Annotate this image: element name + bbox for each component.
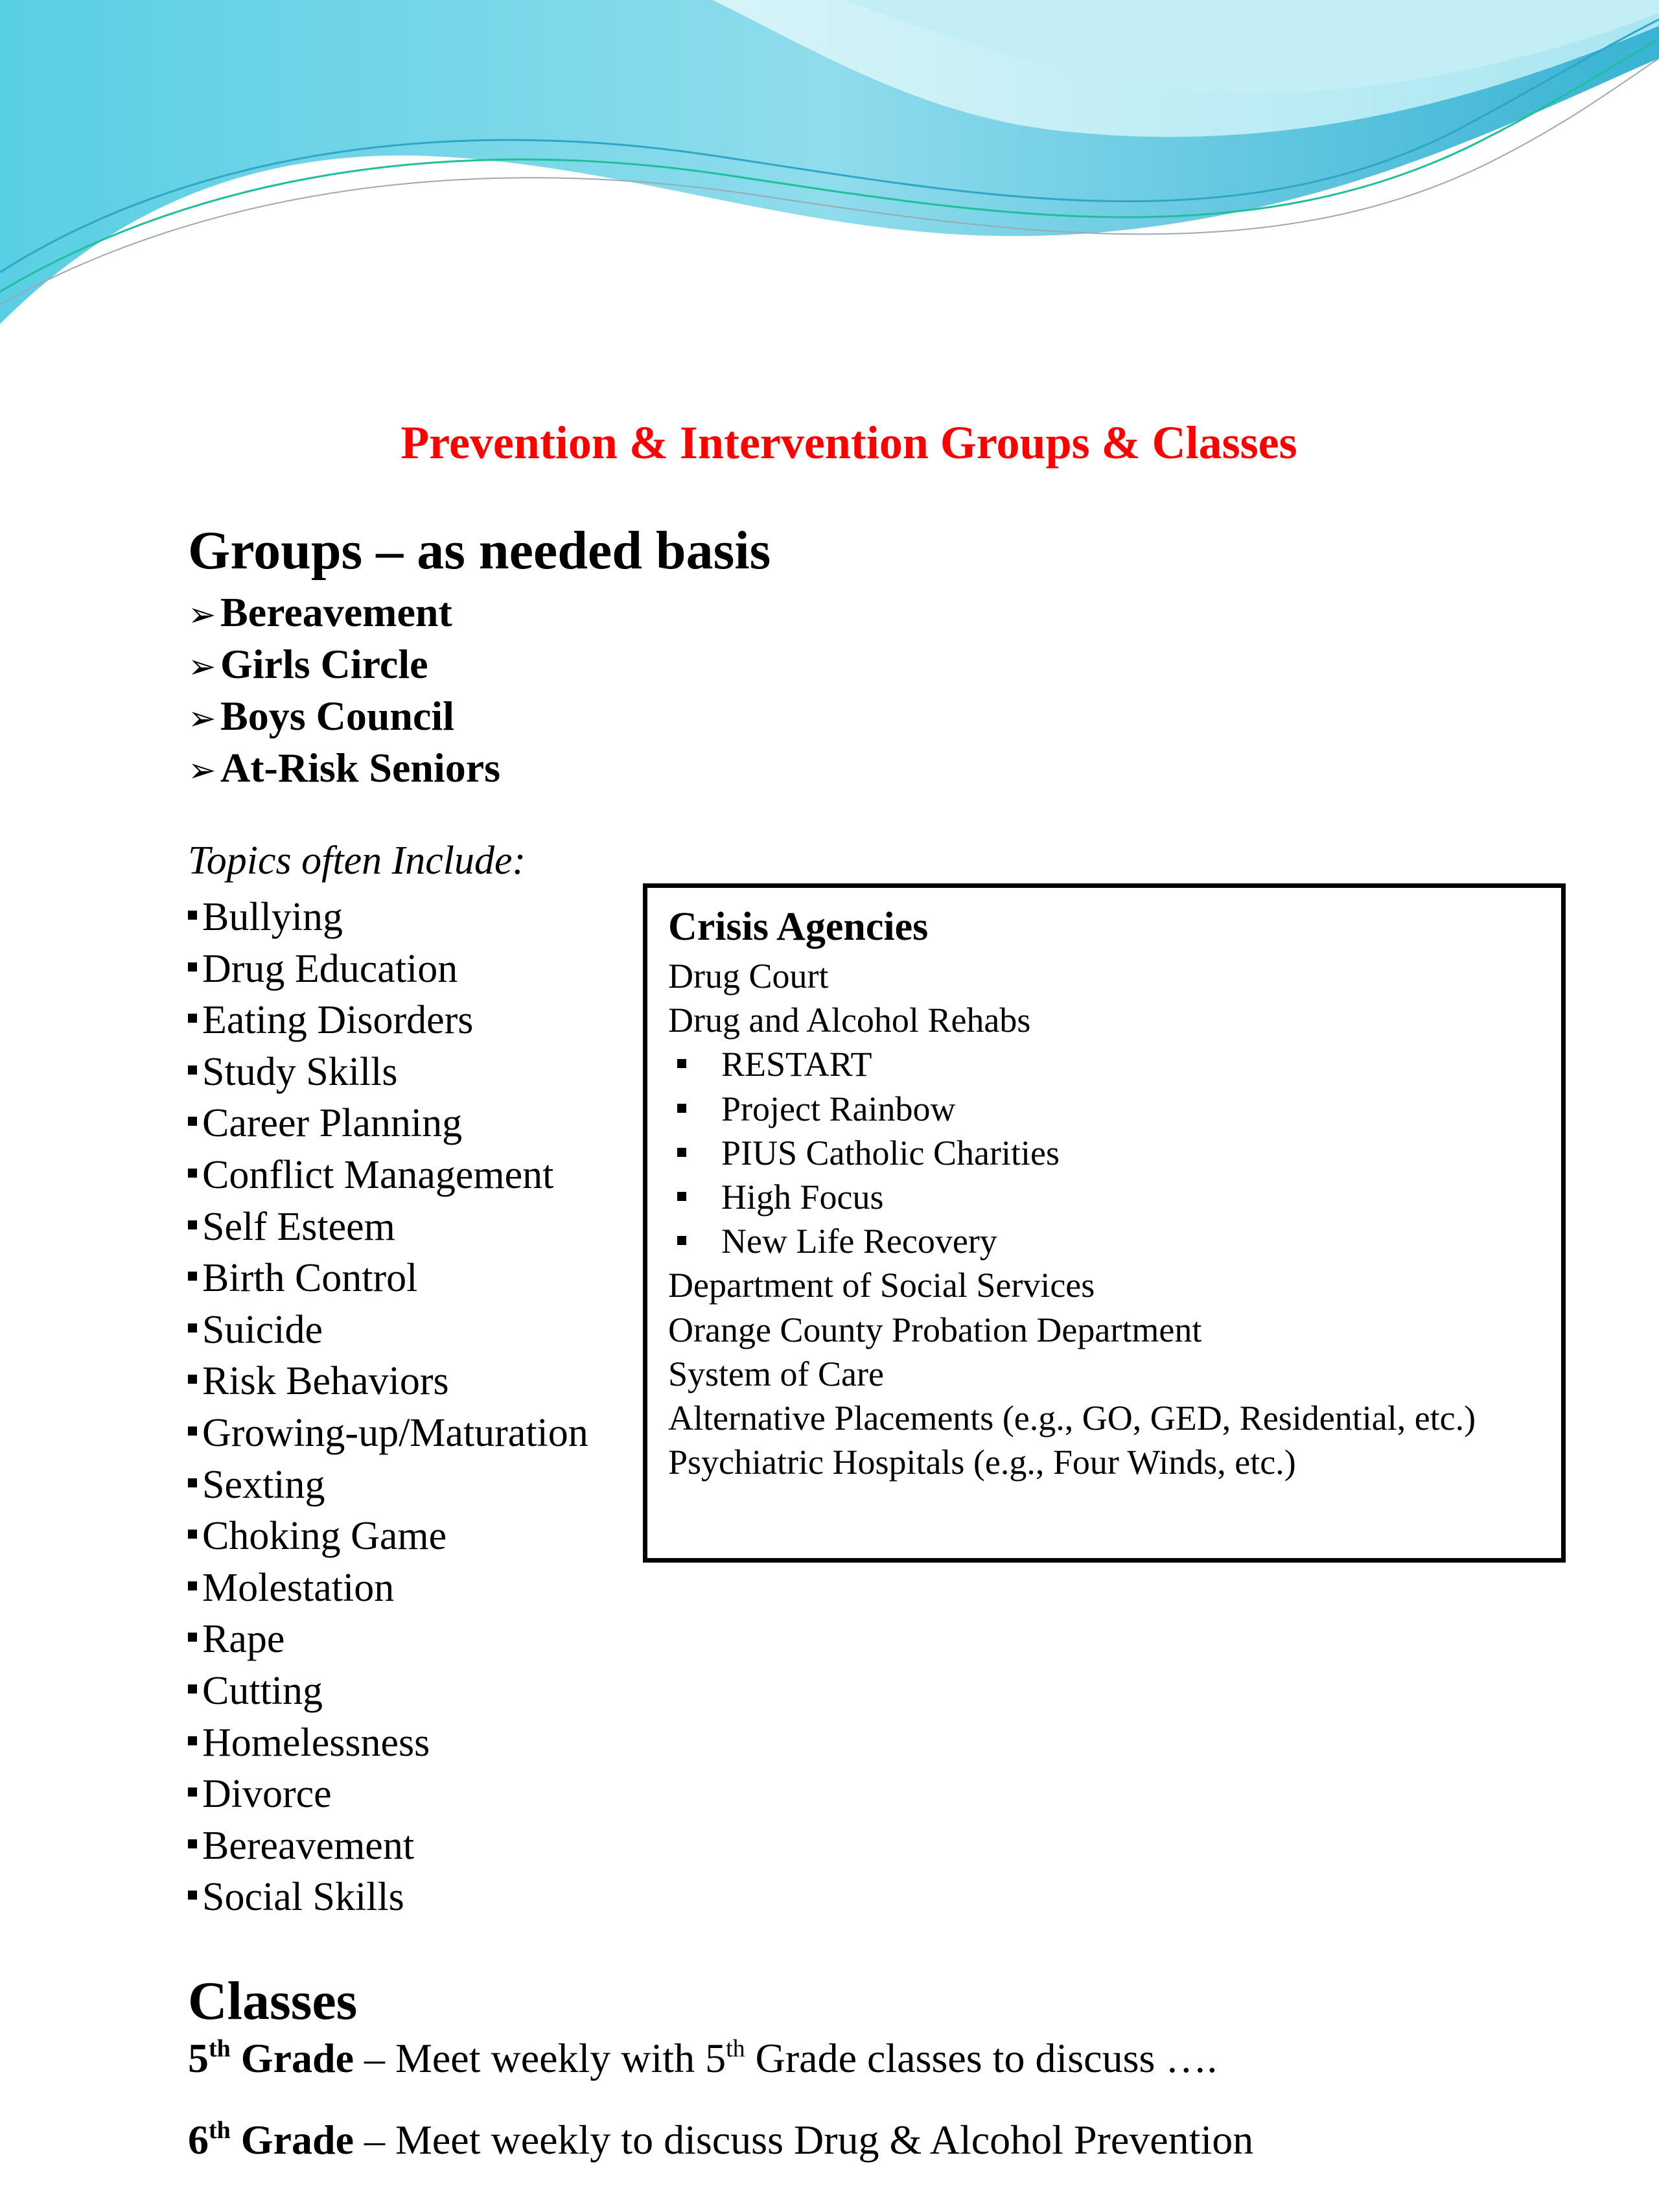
square-bullet-icon: [188, 1272, 197, 1281]
crisis-agency-item: Department of Social Services: [668, 1266, 1095, 1305]
grade-6-label: 6th Grade: [188, 2117, 354, 2163]
header-wave-graphic: [0, 0, 1659, 337]
square-bullet-icon: [188, 1169, 197, 1178]
square-bullet-icon: [188, 911, 197, 920]
classes-heading: Classes: [188, 1971, 358, 2031]
topic-item: Risk Behaviors: [188, 1356, 588, 1408]
crisis-agency-item: RESTART: [668, 1042, 1476, 1086]
topic-item: Choking Game: [188, 1511, 588, 1563]
arrow-bullet-icon: ➢: [188, 596, 216, 634]
square-bullet-icon: [188, 1014, 197, 1023]
arrow-bullet-icon: ➢: [188, 647, 216, 686]
crisis-agency-item: High Focus: [668, 1175, 1476, 1219]
arrow-bullet-icon: ➢: [188, 699, 216, 738]
topics-heading: Topics often Include:: [188, 839, 526, 883]
square-bullet-icon: [677, 1192, 686, 1201]
topic-item: Molestation: [188, 1563, 588, 1614]
crisis-agency-item: Drug and Alcohol Rehabs: [668, 1001, 1031, 1040]
square-bullet-icon: [188, 1787, 197, 1797]
crisis-agencies-box: [643, 883, 1566, 1563]
topic-item: Growing-up/Maturation: [188, 1408, 588, 1460]
grade-5-class: 5th Grade – Meet weekly with 5th Grade classes to discuss ….: [188, 2035, 1218, 2081]
square-bullet-icon: [188, 1065, 197, 1075]
square-bullet-icon: [188, 1375, 197, 1384]
topic-item: Suicide: [188, 1305, 588, 1356]
square-bullet-icon: [677, 1236, 686, 1245]
square-bullet-icon: [188, 1736, 197, 1745]
square-bullet-icon: [188, 1220, 197, 1229]
grade-6-class: 6th Grade – Meet weekly to discuss Drug & Alcohol Prevention: [188, 2117, 1254, 2163]
grade-5-label: 5th Grade: [188, 2035, 354, 2081]
crisis-agency-item: Orange County Probation Department: [668, 1310, 1202, 1349]
list-item: ➢ Bereavement: [188, 587, 500, 638]
arrow-bullet-icon: ➢: [188, 751, 216, 790]
topic-item: Divorce: [188, 1769, 588, 1821]
square-bullet-icon: [188, 1426, 197, 1436]
topic-item: Cutting: [188, 1666, 588, 1717]
page-title: Prevention & Intervention Groups & Classes: [400, 417, 1297, 469]
groups-list: [188, 587, 500, 794]
topic-item: Bereavement: [188, 1821, 588, 1872]
topic-item: Eating Disorders: [188, 995, 588, 1047]
square-bullet-icon: [188, 1891, 197, 1900]
square-bullet-icon: [677, 1104, 686, 1113]
groups-heading: Groups – as needed basis: [188, 520, 771, 581]
crisis-agency-item: Psychiatric Hospitals (e.g., Four Winds, etc.): [668, 1443, 1296, 1482]
crisis-agency-item: System of Care: [668, 1354, 884, 1393]
topic-item: Social Skills: [188, 1872, 588, 1924]
topic-item: Conflict Management: [188, 1150, 588, 1202]
topic-item: Drug Education: [188, 944, 588, 995]
square-bullet-icon: [188, 1530, 197, 1539]
topic-item: Rape: [188, 1614, 588, 1666]
topic-item: Study Skills: [188, 1047, 588, 1099]
topics-list: [188, 892, 588, 1924]
square-bullet-icon: [188, 1323, 197, 1333]
crisis-agency-item: Drug Court: [668, 957, 829, 995]
square-bullet-icon: [677, 1059, 686, 1068]
topic-item: Bullying: [188, 892, 588, 944]
topic-item: Self Esteem: [188, 1202, 588, 1253]
topic-item: Sexting: [188, 1460, 588, 1511]
square-bullet-icon: [188, 1839, 197, 1848]
square-bullet-icon: [188, 962, 197, 972]
square-bullet-icon: [188, 1478, 197, 1487]
topic-item: Career Planning: [188, 1098, 588, 1150]
crisis-agency-item: Project Rainbow: [668, 1087, 1476, 1131]
list-item: ➢ At-Risk Seniors: [188, 742, 500, 794]
square-bullet-icon: [188, 1633, 197, 1642]
square-bullet-icon: [677, 1148, 686, 1157]
crisis-agencies-title: Crisis Agencies: [668, 905, 929, 949]
list-item: ➢ Girls Circle: [188, 638, 500, 690]
crisis-agency-item: PIUS Catholic Charities: [668, 1131, 1476, 1175]
topic-item: Birth Control: [188, 1253, 588, 1305]
crisis-agency-item: Alternative Placements (e.g., GO, GED, Residential, etc.): [668, 1398, 1476, 1438]
list-item: ➢ Boys Council: [188, 690, 500, 742]
square-bullet-icon: [188, 1117, 197, 1126]
crisis-agencies-list: [668, 954, 1476, 1484]
crisis-agency-item: New Life Recovery: [668, 1219, 1476, 1263]
square-bullet-icon: [188, 1684, 197, 1694]
square-bullet-icon: [188, 1581, 197, 1590]
topic-item: Homelessness: [188, 1717, 588, 1769]
